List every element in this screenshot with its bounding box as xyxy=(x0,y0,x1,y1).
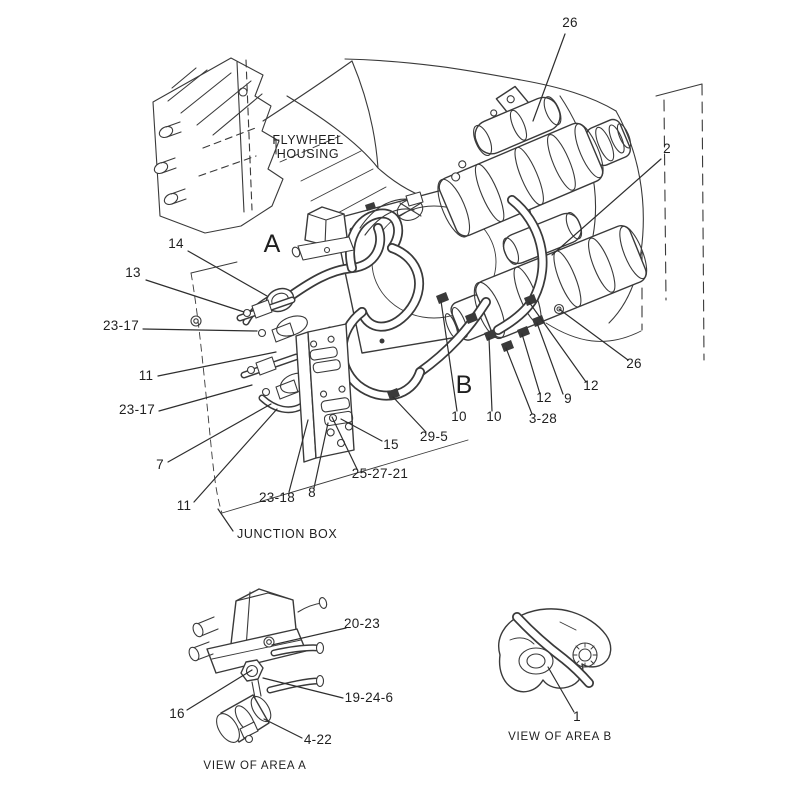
area-a-letter: A xyxy=(263,230,281,258)
area-b-letter: B xyxy=(455,371,473,399)
view-of-area-a-caption: VIEW OF AREA A xyxy=(203,760,307,772)
callout-26-lower: 26 xyxy=(626,356,642,371)
junction-box-drawing xyxy=(296,324,355,462)
callout-23-18: 23-18 xyxy=(258,490,296,505)
callout-4-22: 4-22 xyxy=(303,732,333,747)
relay-cover-drawing xyxy=(291,207,354,260)
callout-3-28: 3-28 xyxy=(528,411,558,426)
callout-29-5: 29-5 xyxy=(419,429,449,444)
callout-1: 1 xyxy=(573,709,581,724)
callout-7: 7 xyxy=(156,457,164,472)
callout-26-top: 26 xyxy=(562,15,578,30)
callout-12-right: 12 xyxy=(583,378,599,393)
junction-box-label: JUNCTION BOX xyxy=(237,527,338,541)
callout-19-24-6: 19-24-6 xyxy=(344,690,394,705)
callout-15: 15 xyxy=(383,437,399,452)
view-of-area-b-caption: VIEW OF AREA B xyxy=(508,731,612,743)
flywheel-housing-label-line1: FLYWHEEL xyxy=(272,133,344,147)
view-area-a-drawing xyxy=(187,589,328,746)
callout-11-upper: 11 xyxy=(138,368,154,383)
callout-9: 9 xyxy=(564,391,572,406)
callout-14: 14 xyxy=(168,236,184,251)
callout-23-17-lower: 23-17 xyxy=(118,402,156,417)
callout-10-left: 10 xyxy=(451,409,467,424)
callout-8: 8 xyxy=(308,485,316,500)
callout-20-23: 20-23 xyxy=(343,616,381,631)
callout-12-left: 12 xyxy=(536,390,552,405)
callout-2: 2 xyxy=(663,141,671,156)
callout-23-17-upper: 23-17 xyxy=(102,318,140,333)
callout-11-lower: 11 xyxy=(176,498,192,513)
engine-block-drawing xyxy=(152,58,283,233)
callout-25-27-21: 25-27-21 xyxy=(351,466,409,481)
callout-10-right: 10 xyxy=(486,409,502,424)
flywheel-housing-label-line2: HOUSING xyxy=(276,147,340,161)
callout-16: 16 xyxy=(169,706,185,721)
callout-13: 13 xyxy=(125,265,141,280)
